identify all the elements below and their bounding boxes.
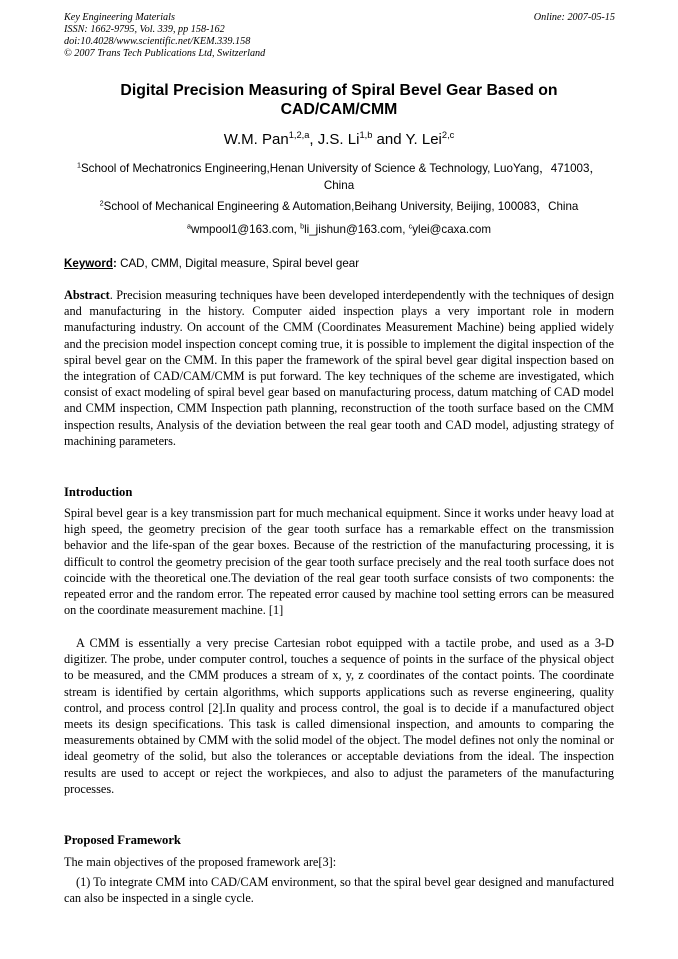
email-address: ylei@caxa.com	[412, 223, 492, 236]
affiliation-1	[64, 160, 614, 194]
affiliation-number: 1	[76, 160, 81, 170]
author-superscript: 1,2,a	[288, 129, 310, 140]
keyword-list: CAD, CMM, Digital measure, Spiral bevel gear	[116, 257, 360, 270]
email-superscript: c	[408, 221, 413, 231]
framework-paragraph-1: The main objectives of the proposed framework are[3]:	[64, 855, 337, 869]
introduction-heading: Introduction	[64, 485, 133, 499]
author-name: W.M. Pan	[223, 131, 289, 148]
copyright-line: © 2007 Trans Tech Publications Ltd, Switzerland	[64, 48, 266, 59]
issn-line: ISSN: 1662-9795, Vol. 339, pp 158-162	[64, 24, 225, 35]
author-superscript: 2,c	[441, 129, 455, 140]
keywords	[64, 256, 614, 272]
email-superscript: a	[186, 221, 191, 231]
affiliation-text: School of Mechatronics Engineering,Henan University of Science & Technology, LuoYang，471003，China	[80, 162, 602, 192]
email-address: wmpool1@163.com,	[190, 223, 301, 236]
email-line	[64, 221, 614, 238]
affiliation-2	[64, 198, 614, 215]
affiliation-number: 2	[99, 198, 104, 208]
author-line	[64, 130, 614, 150]
abstract-text: . Precision measuring techniques have been developed interdependently with the techniques of design and manufacturing in the history. Computer aided inspection plays a very important role in modern manufacturing industry. On account of the CMM (Coordinates Measurement Machine) being applied widely and the precision model inspection concept coming true, it is possible to implement the digital inspection of the spiral bevel gear on the CMM. In this paper the framework of the spiral bevel gear digital inspection based on the integration of CAD/CAM/CMM is put forward. The key techniques of the scheme are investigated, which consist of exact modeling of spiral bevel gear based on manufacturing process, datum matching of CAD model and CMM inspection, CMM Inspection path planning, reconstruction of the tooth surface based on the CMM inspection results, Analysis of the deviation between the real gear tooth and CAD model, adjusting strategy of machining parameters.	[64, 288, 614, 448]
introduction-paragraph-2: A CMM is essentially a very precise Cartesian robot equipped with a tactile probe, and used as a 3-D digitizer. The probe, under computer control, touches a sequence of points in the surface of the physical object to be measured, and the CMM produces a stream of x, y, z coordinates of the contact points. The coordinate stream is identified by certain algorithms, which supports applications such as reverse engineering, quality control, and process control [2].In quality and process control, the goal is to decide if a manufactured object meets its design specifications. This task is called dimensional inspection, and amounts to comparing the measurements obtained by CMM with the solid model of the object. The model defines not only the nominal or ideal geometry of the solid, but also the tolerances or acceptable deviations from the ideal. The inspection results are used to accept or reject the workpieces, and also to adjust the parameters of the manufacturing processes.	[64, 636, 614, 796]
framework-heading: Proposed Framework	[64, 833, 181, 847]
introduction-paragraph-1: Spiral bevel gear is a key transmission part for much mechanical equipment. Since it works under heavy load at high speed, the geometry precision of the gear tooth surface has a remarkable effect on the transmission behavior and the life-span of the gear boxes. Because of the restriction of the manufacturing processing, it is difficult to control the geometry precision of the gear tooth surface precisely and the real tooth surface does not coincide with the theoretical one.The deviation of the real gear tooth surface consists of two components: the repeated error and the random error. The repeated error caused by machine tool setting errors can be measured on the coordinate measurement machine. [1]	[64, 506, 614, 618]
keyword-colon: :	[112, 257, 117, 270]
author-name: J.S. Li	[317, 131, 360, 148]
author-superscript: 1,b	[359, 129, 373, 140]
framework-paragraph-2: (1) To integrate CMM into CAD/CAM environment, so that the spiral bevel gear designed and manufactured can also be inspected in a single cycle.	[64, 875, 614, 906]
email-superscript: b	[300, 221, 305, 231]
author-separator: ,	[309, 131, 318, 148]
keyword-label: Keyword	[64, 257, 113, 270]
abstract	[64, 287, 614, 449]
author-name: Y. Lei	[405, 131, 442, 148]
journal-metadata	[64, 12, 265, 60]
affiliation-text: School of Mechanical Engineering & Automation,Beihang University, Beijing, 100083，China	[103, 200, 579, 213]
author-separator: and	[372, 131, 406, 148]
paper-title: Digital Precision Measuring of Spiral Bevel Gear Based on CAD/CAM/CMM	[120, 82, 558, 118]
online-date: Online: 2007-05-15	[533, 12, 615, 23]
abstract-label: Abstract	[64, 288, 110, 302]
journal-name: Key Engineering Materials	[64, 12, 175, 23]
doi-line: doi:10.4028/www.scientific.net/KEM.339.158	[64, 36, 251, 47]
email-address: li_jishun@163.com,	[304, 223, 409, 236]
